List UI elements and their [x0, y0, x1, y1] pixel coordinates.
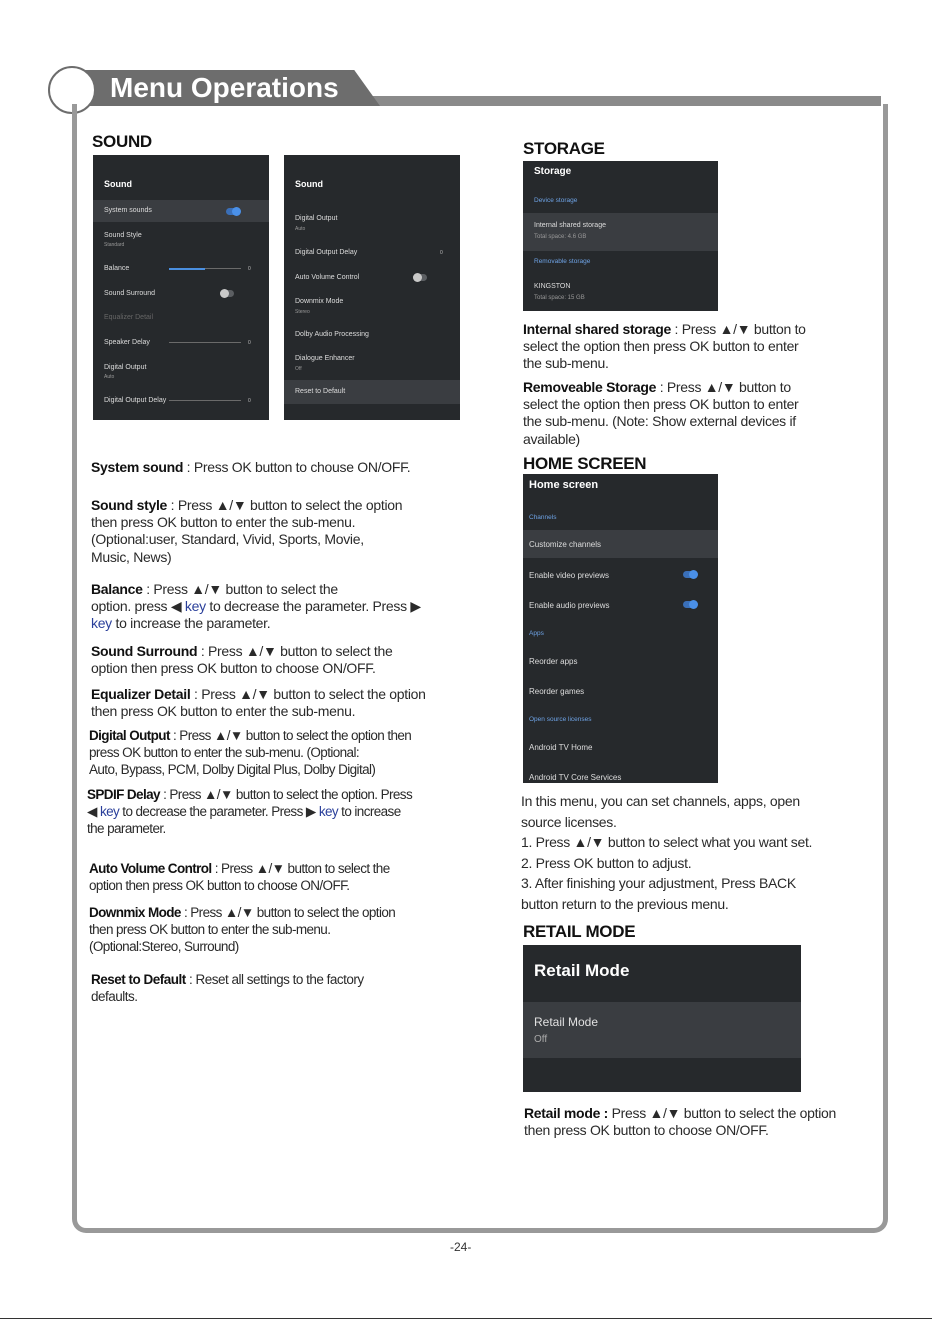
digital-output-delay-slider — [169, 400, 241, 401]
reset-default-desc: Reset to Default : Reset all settings to the factory defaults. — [91, 972, 364, 1005]
home-screen-desc: In this menu, you can set channels, apps, open source licenses. 1. Press ▲/▼ button to select what you want set. 2. Press OK button to adjust. 3. After finishing your adjustment, Press BACK button return to the previous menu. — [521, 793, 813, 912]
menu-item-dolby-audio: Dolby Audio Processing — [295, 331, 369, 338]
video-previews-toggle — [683, 571, 697, 578]
reorder-games-item: Reorder games — [529, 687, 585, 696]
android-tv-home-item: Android TV Home — [529, 743, 593, 752]
retail-mode-desc: Retail mode : Press ▲/▼ button to select the option then press OK button to choose ON/OFF. — [524, 1105, 837, 1139]
digital-output-desc: Digital Output : Press ▲/▼ button to select the option then press OK button to enter the sub-menu. (Optional: Auto, Bypass, PCM, Dolby Digital Plus, Dolby Digital) — [89, 728, 412, 778]
digital-output-value: Auto — [104, 374, 115, 380]
reorder-apps-item: Reorder apps — [529, 657, 578, 666]
sound-style-desc: Sound style : Press ▲/▼ button to select the option then press OK button to enter the sub-menu. (Optional:user, Standard, Vivid, Sports, Movie, Music, News) — [91, 497, 403, 565]
digital-output-delay-value: 0 — [248, 398, 251, 404]
menu-item-digital-output-delay: Digital Output Delay — [104, 397, 167, 404]
page-number: -24- — [450, 1240, 472, 1254]
spdif-delay-desc: SPDIF Delay : Press ▲/▼ button to select the option. Press ◀ key to decrease the parameter. Press ▶ key to increase the parameter. — [87, 787, 413, 837]
kingston-item: KINGSTON — [534, 283, 571, 290]
section-home-screen: HOME SCREEN — [523, 454, 647, 473]
retail-mode-screenshot — [523, 945, 801, 1092]
menu-item-sound-surround: Sound Surround — [104, 290, 155, 297]
sound-surround-toggle — [220, 290, 234, 297]
section-retail-mode: RETAIL MODE — [523, 922, 636, 941]
video-previews-item: Enable video previews — [529, 571, 610, 580]
audio-previews-item: Enable audio previews — [529, 601, 610, 610]
menu-item-digital-output-delay: Digital Output Delay — [295, 249, 358, 256]
internal-storage-space: Total space: 4.6 GB — [534, 234, 587, 240]
downmix-mode-desc: Downmix Mode : Press ▲/▼ button to select the option then press OK button to enter the sub-menu. (Optional:Stereo, Surround) — [89, 905, 396, 955]
section-storage: STORAGE — [523, 139, 605, 158]
retail-screen-title: Retail Mode — [534, 961, 630, 980]
system-sound-desc: System sound : Press OK button to chouse ON/OFF. — [91, 459, 411, 475]
auto-volume-toggle — [413, 274, 427, 281]
page-title: Menu Operations — [110, 72, 339, 103]
auto-volume-desc: Auto Volume Control : Press ▲/▼ button to select the option then press OK button to choose ON/OFF. — [89, 861, 390, 894]
bottom-rule — [0, 1318, 932, 1319]
customize-channels-item: Customize channels — [529, 540, 602, 549]
menu-item-digital-output: Digital Output — [295, 215, 338, 222]
menu-item-system-sounds: System sounds — [104, 207, 152, 214]
apps-category: Apps — [529, 630, 544, 637]
internal-storage-desc: Internal shared storage : Press ▲/▼ button to select the option then press OK button to enter the sub-menu. — [523, 321, 806, 372]
dialogue-enhancer-value: Off — [295, 366, 302, 372]
home-screen-screenshot — [523, 474, 718, 783]
section-sound: SOUND — [92, 132, 152, 151]
sound-surround-desc: Sound Surround : Press ▲/▼ button to select the option then press OK button to choose ON/OFF. — [91, 643, 393, 677]
sound-style-value: Standard — [104, 242, 125, 248]
selected-row-highlight — [523, 213, 718, 251]
digital-output-delay-value: 0 — [440, 250, 443, 256]
menu-item-speaker-delay: Speaker Delay — [104, 339, 150, 346]
sound-screen-title: Sound — [104, 179, 132, 189]
android-tv-core-item: Android TV Core Services — [529, 773, 622, 782]
balance-slider — [169, 268, 241, 269]
sound-screenshot-2 — [284, 155, 460, 420]
licenses-category: Open source licenses — [529, 716, 592, 723]
device-storage-category: Device storage — [534, 197, 578, 204]
menu-item-downmix-mode: Downmix Mode — [295, 298, 344, 305]
removeable-storage-desc: Removeable Storage : Press ▲/▼ button to select the option then press OK button to enter the sub-menu. (Note: Show external devices if available) — [523, 379, 799, 447]
kingston-space: Total space: 15 GB — [534, 295, 585, 301]
menu-item-sound-style: Sound Style — [104, 232, 142, 239]
menu-item-auto-volume-control: Auto Volume Control — [295, 274, 360, 281]
balance-desc: Balance : Press ▲/▼ button to select the option. press ◀ key to decrease the parameter. Press ▶ key to increase the parameter. — [91, 581, 421, 632]
downmix-mode-value: Stereo — [295, 309, 310, 315]
menu-item-digital-output: Digital Output — [104, 364, 147, 371]
menu-item-balance: Balance — [104, 265, 130, 272]
speaker-delay-value: 0 — [248, 340, 251, 346]
selected-row-highlight — [523, 1002, 801, 1058]
menu-item-dialogue-enhancer: Dialogue Enhancer — [295, 355, 355, 362]
retail-mode-item: Retail Mode — [534, 1015, 599, 1029]
sound-screenshot-1 — [93, 155, 269, 420]
channels-category: Channels — [529, 514, 557, 521]
internal-storage-item: Internal shared storage — [534, 222, 606, 229]
removable-storage-category: Removable storage — [534, 258, 591, 265]
storage-screenshot — [523, 161, 718, 311]
menu-item-reset-to-default: Reset to Default — [295, 388, 346, 395]
audio-previews-toggle — [683, 601, 697, 608]
digital-output-value: Auto — [295, 226, 306, 232]
storage-screen-title: Storage — [534, 166, 572, 177]
sound-screen-title: Sound — [295, 179, 323, 189]
retail-mode-value: Off — [534, 1034, 548, 1045]
menu-item-equalizer-detail: Equalizer Detail — [104, 314, 154, 321]
system-sounds-toggle — [226, 208, 240, 215]
speaker-delay-slider — [169, 342, 241, 343]
equalizer-detail-desc: Equalizer Detail : Press ▲/▼ button to select the option then press OK button to enter the sub-menu. — [91, 686, 426, 720]
home-screen-title: Home screen — [529, 479, 599, 491]
balance-value: 0 — [248, 266, 251, 272]
